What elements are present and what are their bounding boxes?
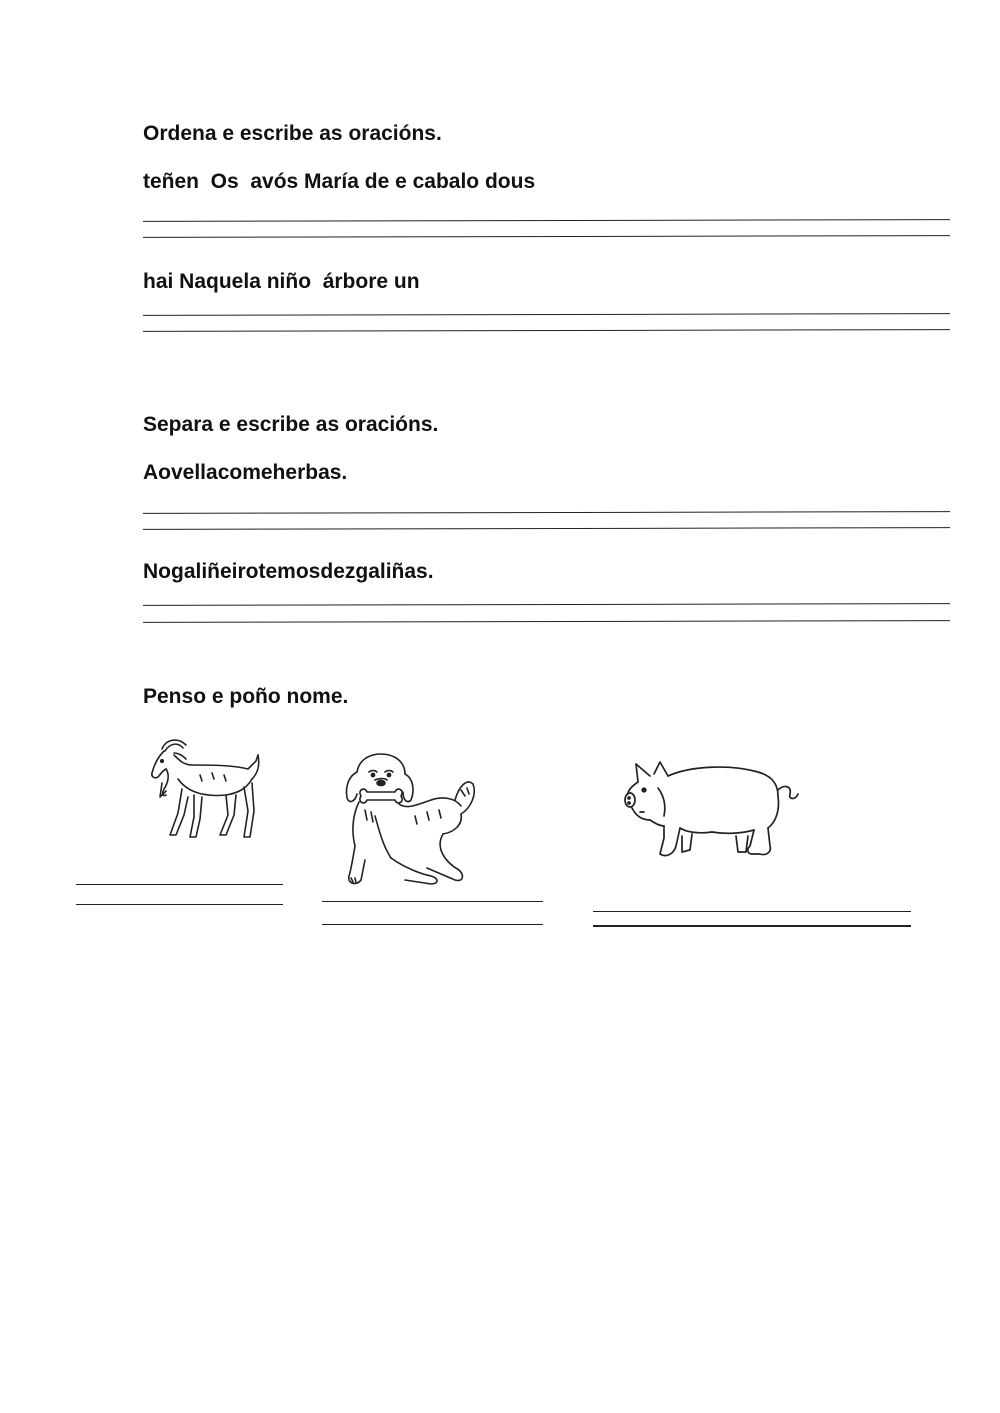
answer-line-1a[interactable] [143,219,950,222]
answer-line-4a[interactable] [143,603,950,606]
goat-name-line-b[interactable] [76,904,283,905]
pig-name-line-b[interactable] [593,925,911,927]
dog-name-line-a[interactable] [322,901,543,902]
section-1-heading: Ordena e escribe as oracións. [143,122,442,145]
answer-line-1b[interactable] [143,235,950,238]
dog-name-line-b[interactable] [322,924,543,925]
pig-icon [620,760,802,862]
joined-sentence-1: Aovellacomeherbas. [143,461,348,484]
answer-line-2a[interactable] [143,313,950,316]
dog-icon [335,750,480,888]
scrambled-sentence-2: hai Naquela niño árbore un [143,270,420,293]
answer-line-3a[interactable] [143,511,950,514]
section-3-heading: Penso e poño nome. [143,685,349,708]
pig-name-line-a[interactable] [593,911,911,912]
goat-icon [140,735,265,845]
scrambled-sentence-1: teñen Os avós María de e cabalo dous [143,170,536,193]
section-2-heading: Separa e escribe as oracións. [143,413,439,436]
joined-sentence-2: Nogaliñeirotemosdezgaliñas. [143,560,434,583]
answer-line-3b[interactable] [143,527,950,530]
goat-name-line-a[interactable] [76,884,283,885]
answer-line-2b[interactable] [143,329,950,332]
answer-line-4b[interactable] [143,620,950,623]
